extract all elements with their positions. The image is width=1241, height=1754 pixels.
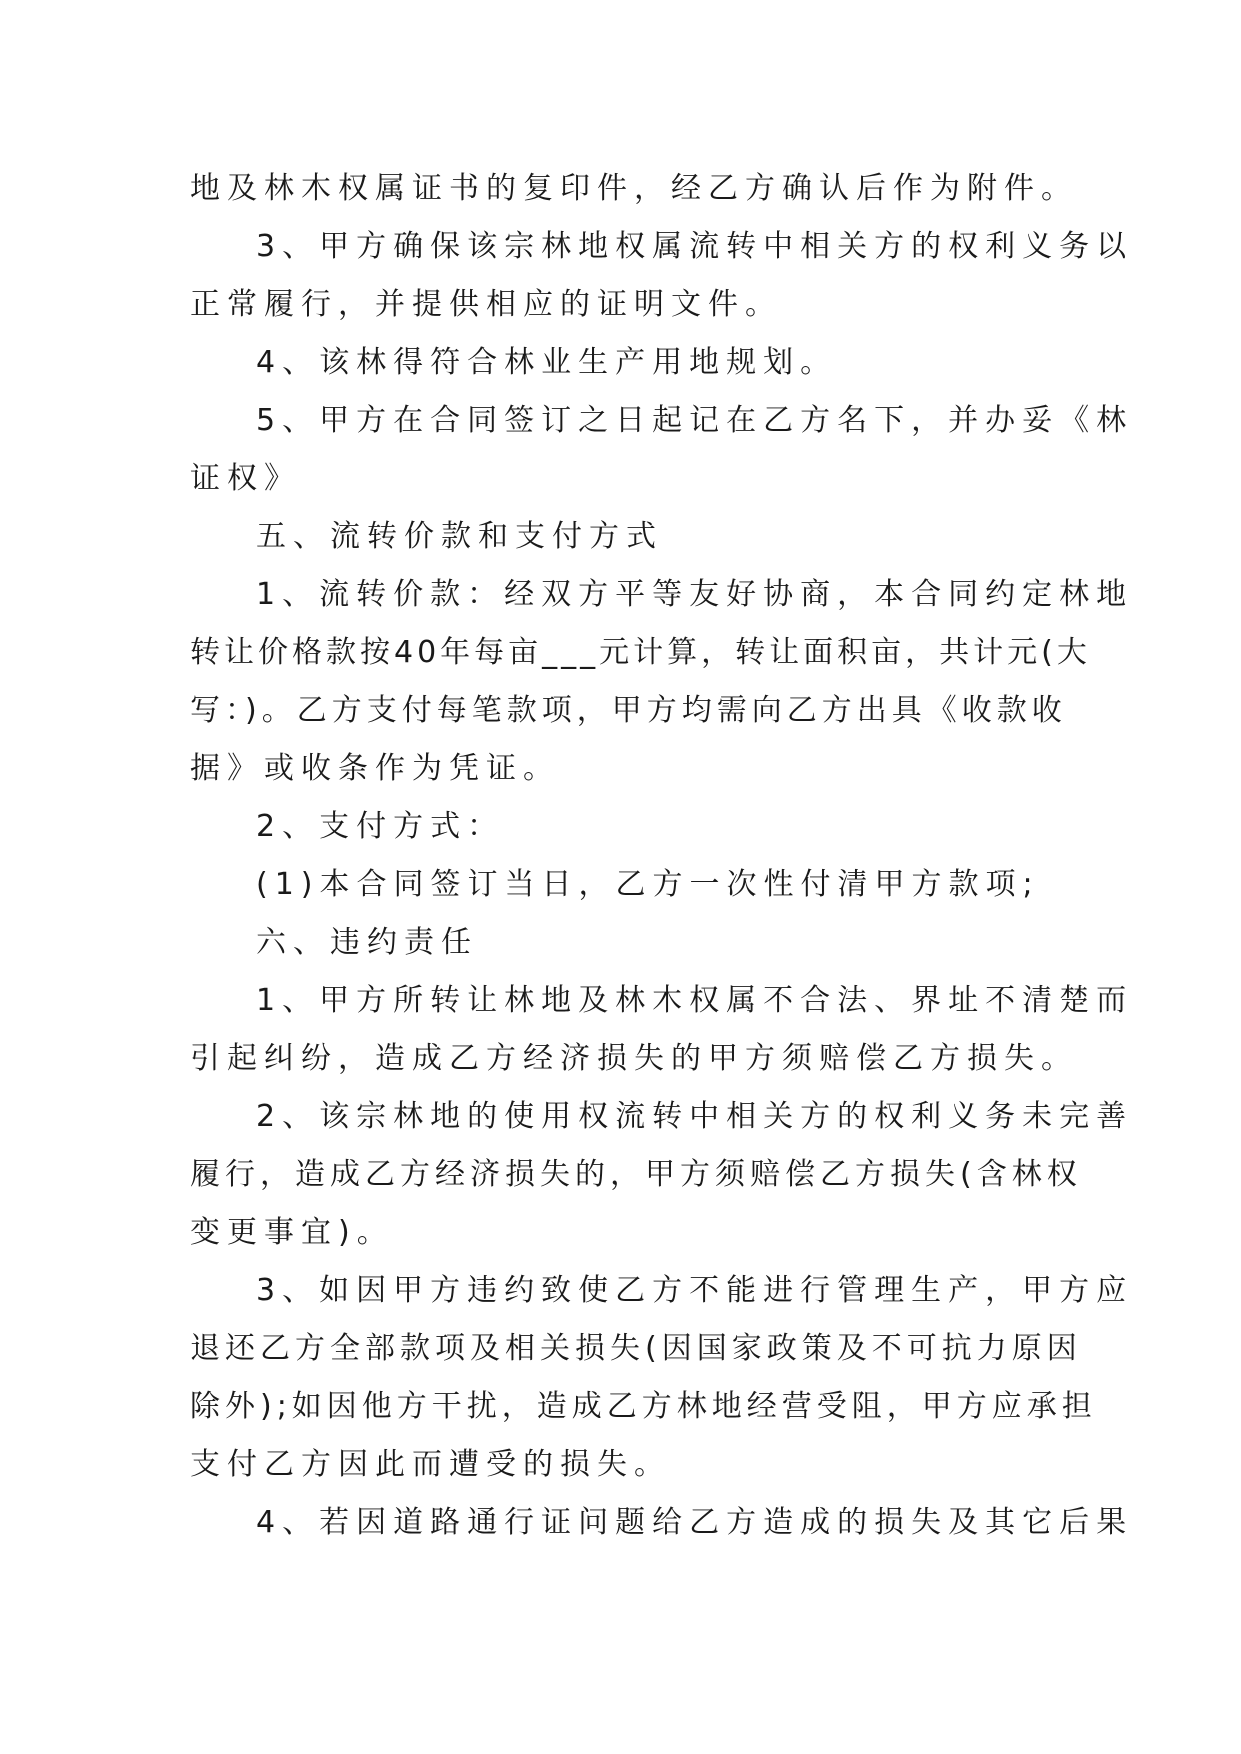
liability-3-line-2: 退还乙方全部款项及相关损失(因国家政策及不可抗力原因 (190, 1331, 1082, 1366)
price-clause-line-3: 写：)。乙方支付每笔款项，甲方均需向乙方出具《收款收 (190, 693, 1067, 728)
payment-item-1: (1)本合同签订当日，乙方一次性付清甲方款项; (256, 867, 1040, 902)
clause-5-line-1: 5、甲方在合同签订之日起记在乙方名下，并办妥《林 (256, 403, 1134, 438)
section-heading-6: 六、违约责任 (256, 925, 478, 960)
liability-2-line-3: 变更事宜)。 (190, 1215, 394, 1250)
liability-3-line-1: 3、如因甲方违约致使乙方不能进行管理生产，甲方应 (256, 1273, 1134, 1308)
price-clause-line-2: 转让价格款按40年每亩___元计算，转让面积亩，共计元(大 (190, 635, 1091, 670)
liability-2-line-2: 履行，造成乙方经济损失的，甲方须赔偿乙方损失(含林权 (190, 1157, 1082, 1192)
document-body (190, 160, 1134, 1552)
text-line: 地及林木权属证书的复印件，经乙方确认后作为附件。 (190, 171, 1078, 206)
liability-1-line-1: 1、甲方所转让林地及林木权属不合法、界址不清楚而 (256, 983, 1134, 1018)
liability-3-line-3: 除外);如因他方干扰，造成乙方林地经营受阻，甲方应承担 (190, 1389, 1097, 1424)
liability-2-line-1: 2、该宗林地的使用权流转中相关方的权利义务未完善 (256, 1099, 1134, 1134)
clause-4-line: 4、该林得符合林业生产用地规划。 (256, 345, 838, 380)
liability-1-line-2: 引起纠纷，造成乙方经济损失的甲方须赔偿乙方损失。 (190, 1041, 1078, 1076)
price-clause-line-4: 据》或收条作为凭证。 (190, 751, 560, 786)
price-clause-line-1: 1、流转价款：经双方平等友好协商，本合同约定林地 (256, 577, 1134, 612)
clause-3-line-1: 3、甲方确保该宗林地权属流转中相关方的权利义务以 (256, 229, 1134, 264)
payment-method-heading: 2、支付方式： (256, 809, 505, 844)
liability-3-line-4: 支付乙方因此而遭受的损失。 (190, 1447, 671, 1482)
section-heading-5: 五、流转价款和支付方式 (256, 519, 663, 554)
liability-4-line-1: 4、若因道路通行证问题给乙方造成的损失及其它后果 (256, 1505, 1134, 1540)
clause-3-line-2: 正常履行，并提供相应的证明文件。 (190, 287, 782, 322)
clause-5-line-2: 证权》 (190, 461, 301, 496)
